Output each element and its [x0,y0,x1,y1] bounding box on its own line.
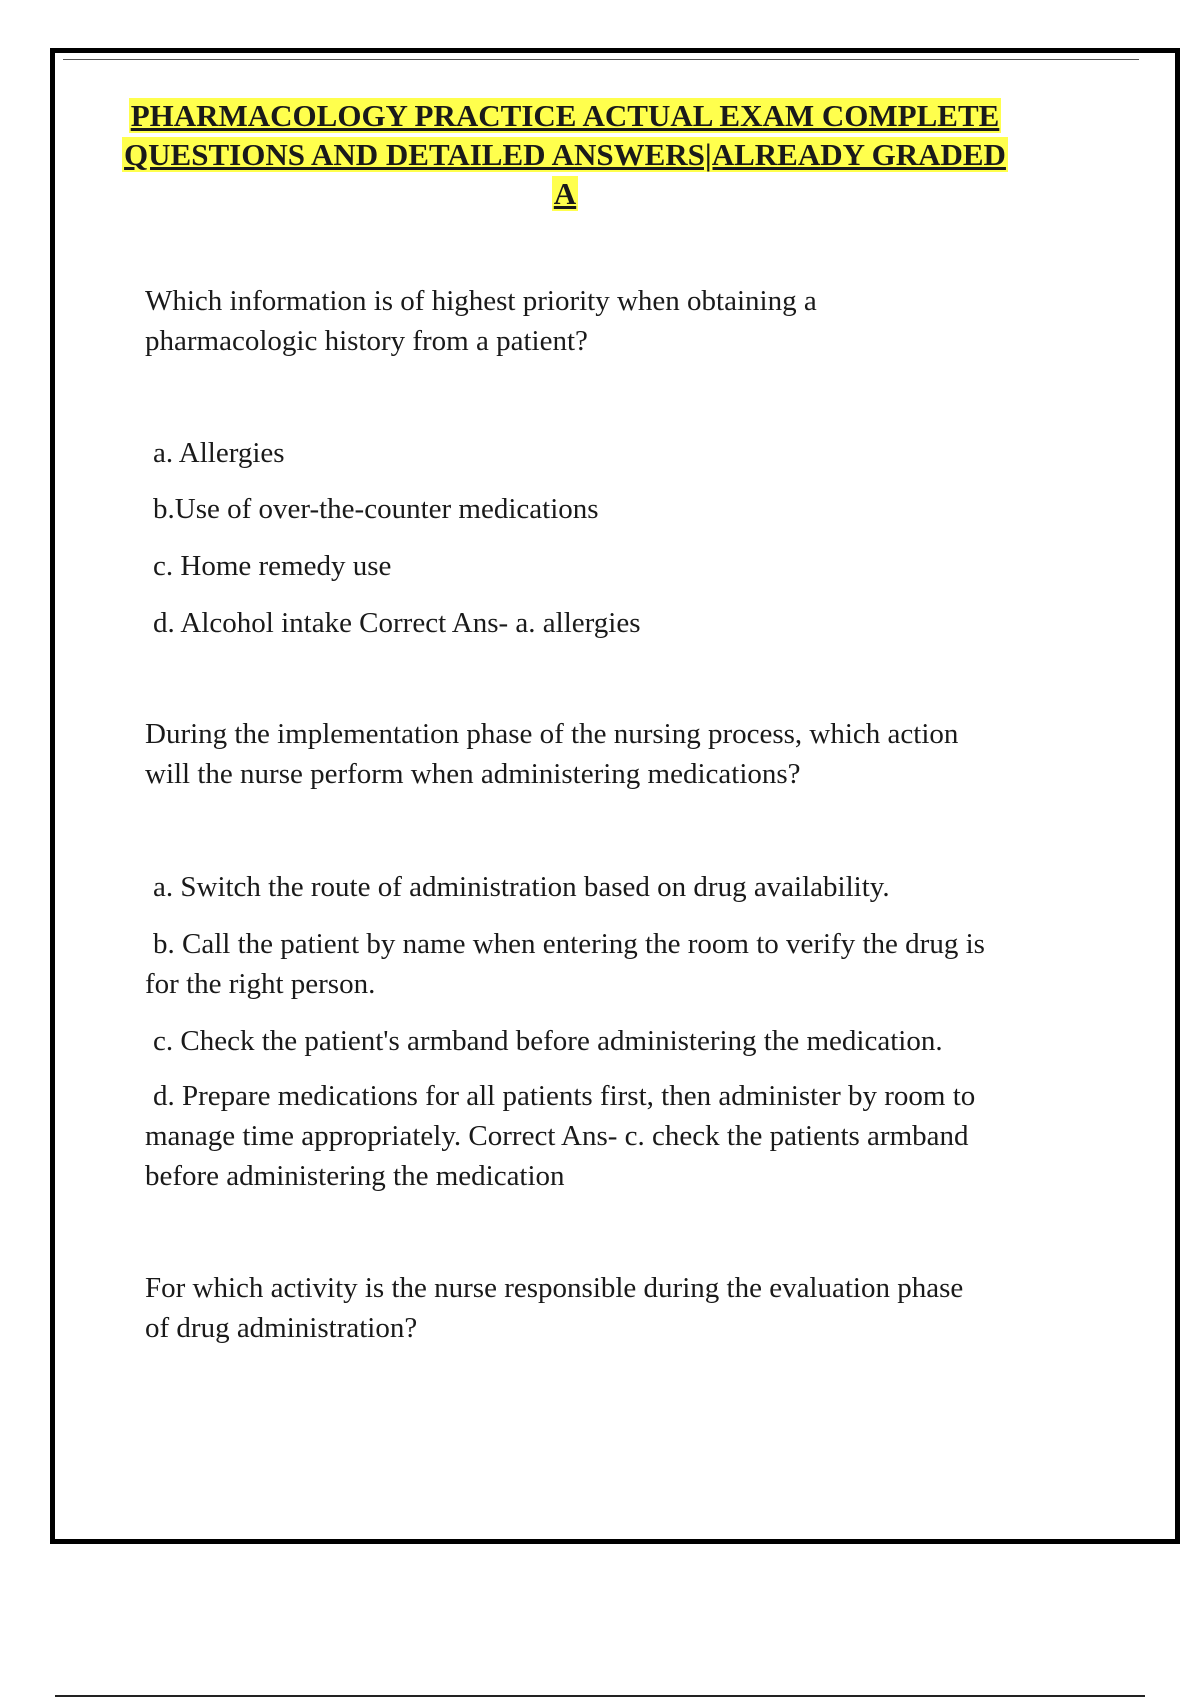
question-2-option-b: b. Call the patient by name when entering the room to verify the drug is for the right person. [145,928,985,1000]
question-1-option-c: c. Home remedy use [153,550,392,582]
question-1-option-d: d. Alcohol intake Correct Ans- a. allergies [153,607,641,639]
bottom-rule [55,1695,1145,1697]
question-2-stem: During the implementation phase of the nursing process, which action will the nurse perform when administering medications? [145,718,959,790]
question-2-option-a: a. Switch the route of administration based on drug availability. [153,871,890,903]
title-line-2: QUESTIONS AND DETAILED ANSWERS|ALREADY GRADED [124,137,1006,172]
question-1-option-b: b.Use of over-the-counter medications [153,493,599,525]
title-line-1: PHARMACOLOGY PRACTICE ACTUAL EXAM COMPLETE [130,98,1000,133]
question-1-option-a: a. Allergies [153,437,285,469]
question-2-option-d: d. Prepare medications for all patients first, then administer by room to manage time appropriately. Correct Ans- c. check the patients armband before administering the medication [145,1080,976,1192]
question-2-option-c: c. Check the patient's armband before administering the medication. [153,1025,943,1057]
top-rule [63,59,1139,60]
question-1-stem: Which information is of highest priority when obtaining a pharmacologic history from a patient? [145,285,817,357]
document-title [95,96,1035,213]
title-line-3: A [553,176,577,211]
question-3-stem: For which activity is the nurse responsible during the evaluation phase of drug administration? [145,1272,964,1344]
